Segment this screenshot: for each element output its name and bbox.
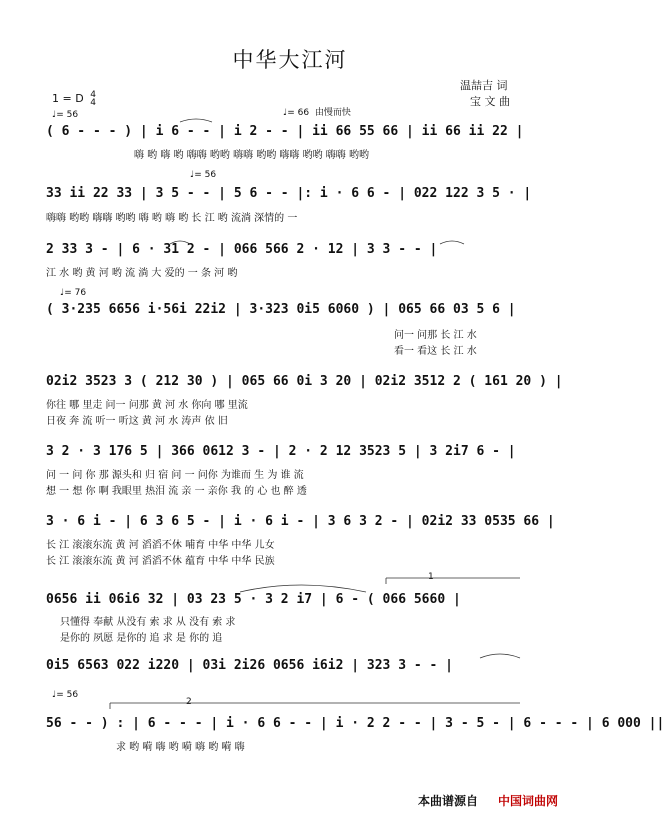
notation-row-4: ( 3·235 6656 i·56i 22i2 | 3·323 0i5 6060 ) | 065 66 03 5 6 | <box>46 302 516 317</box>
lyric-row-7-b: 长 江 滚滚东流 黄 河 滔滔不休 蕴育 中华 中华 民族 <box>46 556 275 567</box>
time-top: 4 <box>90 90 96 100</box>
notation-row-7: 3 · 6 i - | 6 3 6 5 - | i · 6 i - | 3 6 3 2 - | 02i2 33 0535 66 | <box>46 514 555 529</box>
lyric-row-1-a: 嗨 哟 嗨 哟 嗨嗨 哟哟 嗨嗨 哟哟 嗨嗨 哟哟 嗨嗨 哟哟 <box>134 150 369 161</box>
lyric-row-6-b: 想 一 想 你 啊 我眼里 热泪 流 亲 一 亲你 我 的 心 也 醉 透 <box>46 486 307 497</box>
notation-row-8: 0656 ii 06i6 32 | 03 23 5 · 3 2 i7 | 6 - ( 066 5660 | <box>46 592 461 607</box>
volta-first-label: 1 <box>428 572 434 582</box>
composer-credit: 宝 文 曲 <box>470 95 510 108</box>
notation-row-5: 02i2 3523 3 ( 212 30 ) | 065 66 0i 3 20 | 02i2 3512 2 ( 161 20 ) | <box>46 374 563 389</box>
lyric-row-5-b: 日夜 奔 流 听一 听这 黄 河 水 涛声 依 旧 <box>46 416 228 427</box>
lyric-row-8-a: 只懂得 奉献 从没有 索 求 从 没有 索 求 <box>60 617 236 628</box>
lyric-row-6-a: 问 一 问 你 那 源头和 归 宿 问 一 问你 为谁而 生 为 谁 流 <box>46 470 304 481</box>
lyric-row-5-a: 你往 哪 里走 问一 问那 黄 河 水 你向 哪 里流 <box>46 400 248 411</box>
notation-row-3: 2 33 3 - | 6 · 31 2 - | 066 566 2 · 12 | 3 3 - - | <box>46 242 438 257</box>
lyric-row-4-b: 看一 看这 长 江 水 <box>394 346 477 357</box>
tempo-mark-5: ♩= 56 <box>52 690 79 700</box>
footer-site-link[interactable]: 中国词曲网 <box>498 794 559 808</box>
time-bottom: 4 <box>90 98 96 108</box>
tempo-mark-2: ♩= 66 由慢而快 <box>283 108 351 118</box>
volta-second-label: 2 <box>186 697 192 707</box>
lyric-row-3-a: 江 水 哟 黄 河 哟 流 淌 大 爱的 一 条 河 哟 <box>46 268 238 279</box>
notation-row-1: ( 6 - - - ) | i 6 - - | i 2 - - | ii 66 55 66 | ii 66 ii 22 | <box>46 124 524 139</box>
lyric-row-7-a: 长 江 滚滚东流 黄 河 滔滔不休 哺育 中华 中华 儿女 <box>46 540 275 551</box>
key-label: 1 = D <box>52 92 84 105</box>
lyricist-credit: 温喆吉 词 <box>460 79 508 92</box>
lyric-row-8-b: 是你的 夙愿 是你的 追 求 是 你的 追 <box>60 633 223 644</box>
notation-row-6: 3 2 · 3 176 5 | 366 0612 3 - | 2 · 2 12 3523 5 | 3 2i7 6 - | <box>46 444 516 459</box>
notation-row-10: 56 - - ) : | 6 - - - | i · 6 6 - - | i · 2 2 - - | 3 - 5 - | 6 - - - | 6 000 || <box>46 716 664 731</box>
tempo-mark-1: ♩= 56 <box>52 110 79 120</box>
lyric-row-2-a: 嗨嗨 哟哟 嗨嗨 哟哟 嗨 哟 嗨 哟 长 江 哟 流淌 深情的 一 <box>46 213 298 224</box>
footer-source-label: 本曲谱源自 <box>418 794 479 808</box>
notation-row-2: 33 ii 22 33 | 3 5 - - | 5 6 - - |: i · 6 6 - | 022 122 3 5 · | <box>46 186 532 201</box>
notation-row-9: 0i5 6563 022 i220 | 03i 2i26 0656 i6i2 | 323 3 - - | <box>46 658 453 673</box>
lyric-row-4-a: 问一 问那 长 江 水 <box>394 330 477 341</box>
tempo-mark-3: ♩= 56 <box>190 170 217 180</box>
page-title: 中华大江河 <box>232 48 348 72</box>
tempo-mark-4: ♩= 76 <box>60 288 87 298</box>
lyric-row-10-a: 求 哟 嗬 嗨 哟 嗬 嗨 哟 嗬 嗨 <box>116 742 245 753</box>
